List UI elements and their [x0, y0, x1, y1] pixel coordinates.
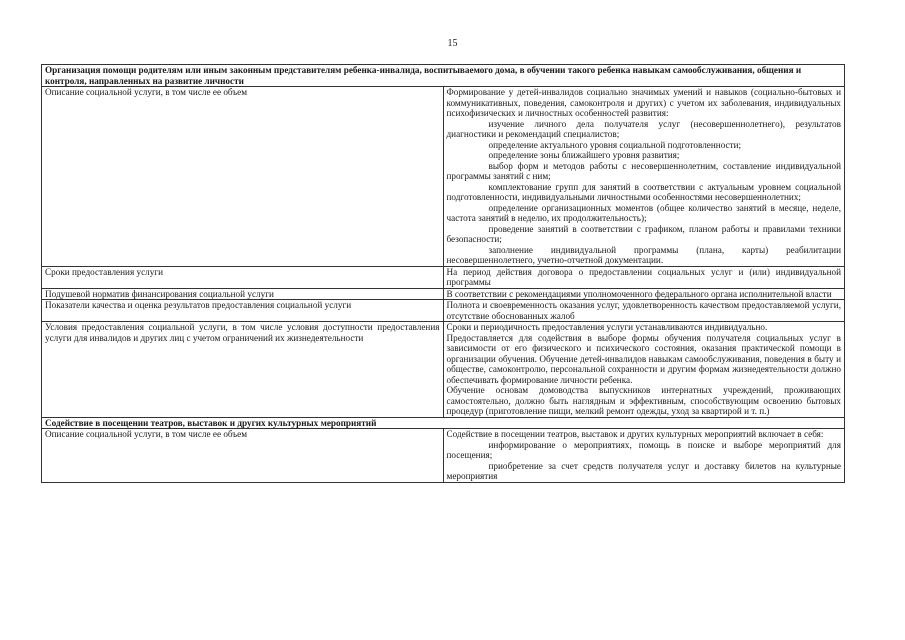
services-table [41, 64, 845, 483]
section-header-row [42, 417, 845, 429]
content-paragraph: Сроки и периодичность предоставления услуги устанавливаются индивидуально. [446, 322, 768, 332]
content-paragraph: определение зоны ближайшего уровня развития; [488, 150, 680, 160]
row-label [42, 429, 444, 483]
content-paragraph: Обучение основам домоводства выпускников интернатных учреждений, проживающих самостоятельно, должно быть наглядным и эффективным, способствующим освоению бытовых процедур (приготовление пищи, мелкий ремонт одежды, уход за квартирой и т. п.) [446, 385, 841, 416]
content-paragraph: Содействие в посещении театров, выставок и других культурных мероприятий включает в себя: [446, 429, 824, 439]
row-content [443, 322, 845, 418]
content-paragraph: комплектование групп для занятий в соответствии с актуальным уровнем социальной подготовленности, индивидуальными личностными особенностями несовершеннолетних; [446, 181, 841, 202]
table-row [42, 87, 845, 267]
section-title: Содействие в посещении театров, выставок и других культурных мероприятий [42, 417, 845, 429]
page-number: 15 [447, 38, 458, 49]
row-content [443, 429, 845, 483]
row-content [443, 300, 845, 322]
row-label-text: Подушевой норматив финансирования социальной услуги [45, 288, 274, 299]
row-label [42, 300, 444, 322]
table-row [42, 300, 845, 322]
row-label [42, 288, 444, 300]
table-row [42, 266, 845, 288]
row-label [42, 87, 444, 267]
content-paragraph: Предоставляется для содействия в выборе формы обучения получателя социальных услуг в зависимости от его физического и психического состояния, оказания практической помощи в организации обучения. Обучение детей-инвалидов навыкам самообслуживания, поведения в быту и обществе, самоконтролю, персональной сохранности и другим формам жизнедеятельности должно обеспечивать формирование личности ребенка. [446, 332, 841, 385]
content-paragraph: приобретение за счет средств получателя услуг и доставку билетов на культурные мероприятия [446, 460, 841, 481]
content-paragraph: На период действия договора о предоставлении социальных услуг и (или) индивидуальной программы [446, 266, 841, 287]
section-title: Организация помощи родителям или иным законным представителям ребенка-инвалида, воспитываемого дома, в обучении такого ребенка навыкам самообслуживания, общения и контроля, направленных на развитие личности [42, 65, 845, 87]
content-paragraph: Формирование у детей-инвалидов социально значимых умений и навыков (социально-бытовых и коммуникативных, поведения, самоконтроля и других) с учетом их заболевания, индивидуальных психофизических и личностных особенностей развития: [446, 87, 841, 118]
row-label [42, 266, 444, 288]
section-header-row [42, 65, 845, 87]
table-row [42, 322, 845, 418]
table-row [42, 288, 845, 300]
content-paragraph: определение организационных моментов (общее количество занятий в месяце, неделе, частота занятий в неделю, их продолжительность); [446, 202, 841, 223]
row-label-text: Описание социальной услуги, в том числе ее объем [45, 87, 248, 97]
row-content [443, 266, 845, 288]
content-paragraph: информирование о мероприятиях, помощь в поиске и выборе мероприятий для посещения; [446, 439, 841, 460]
row-label-text: Условия предоставления социальной услуги, в том числе условия доступности предоставления услуги для инвалидов и других лиц с учетом ограничений их жизнедеятельности [45, 322, 440, 343]
row-label-text: Описание социальной услуги, в том числе ее объем [45, 429, 248, 439]
row-content [443, 288, 845, 300]
content-paragraph: проведение занятий в соответствии с графиком, планом работы и правилами техники безопасности; [446, 223, 841, 244]
row-label [42, 322, 444, 418]
content-paragraph: выбор форм и методов работы с несовершеннолетним, составление индивидуальной программы занятий с ним; [446, 160, 841, 181]
content-paragraph: изучение личного дела получателя услуг (несовершеннолетнего), результатов диагностики и рекомендаций специалистов; [446, 118, 841, 139]
table-row [42, 429, 845, 483]
row-label-text: Показатели качества и оценка результатов предоставления социальной услуги [45, 300, 352, 310]
content-paragraph: Полнота и своевременность оказания услуг, удовлетворенность качеством предоставляемой услуги, отсутствие обоснованных жалоб [446, 300, 841, 321]
content-paragraph: заполнение индивидуальной программы (плана, карты) реабилитации несовершеннолетнего, учетно-отчетной документации. [446, 244, 841, 265]
content-paragraph: определение актуального уровня социальной подготовленности; [488, 139, 742, 150]
row-label-text: Сроки предоставления услуги [45, 266, 164, 277]
content-paragraph: В соответствии с рекомендациями уполномоченного федерального органа исполнительной власти [446, 288, 832, 299]
row-content [443, 87, 845, 267]
